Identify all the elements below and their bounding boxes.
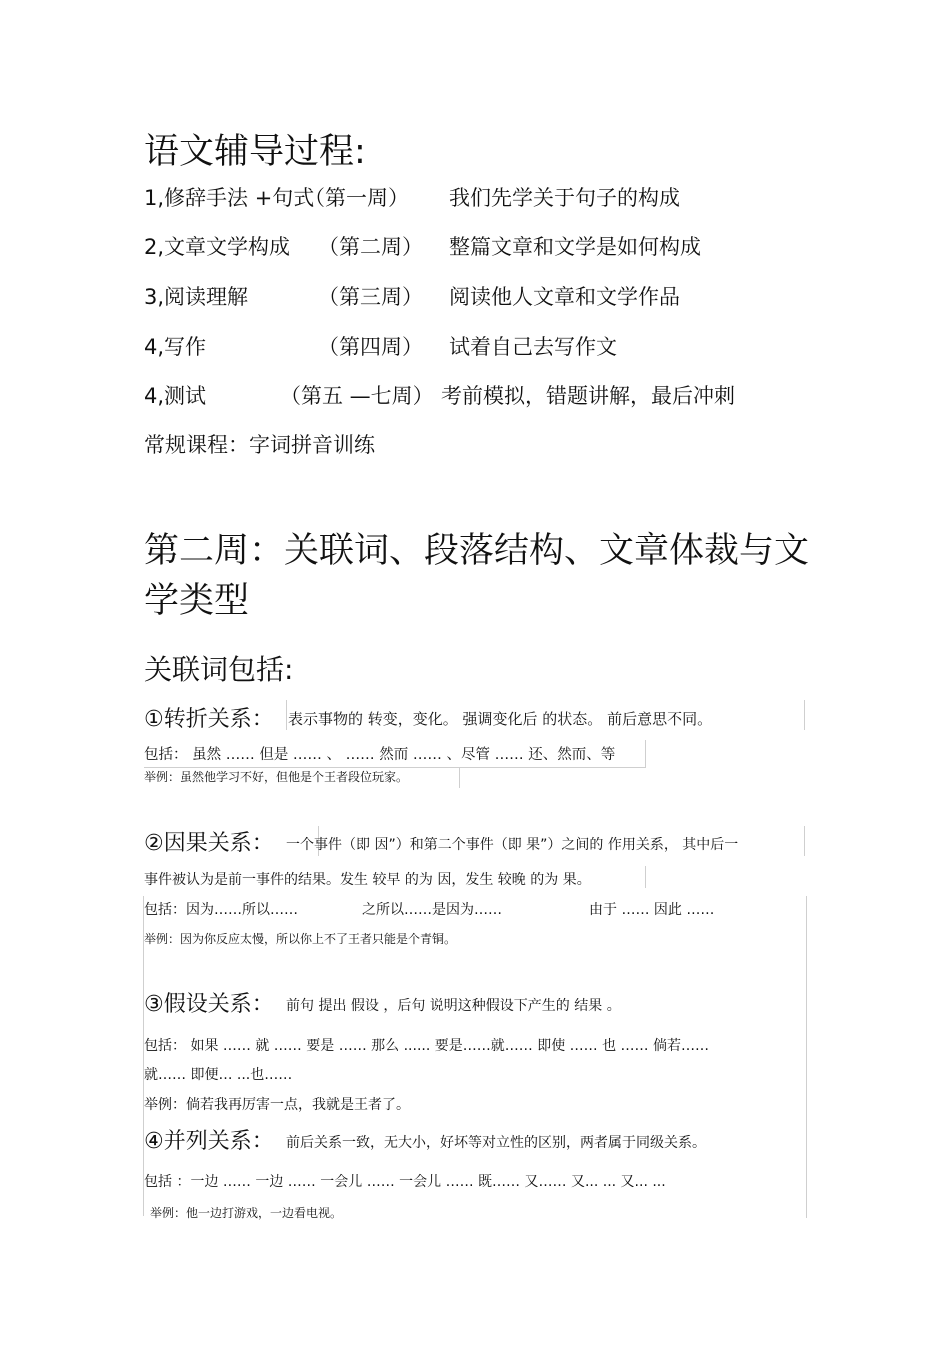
relation-2-title: ②因果关系： bbox=[144, 831, 274, 856]
week2-title-line2: 学类型 bbox=[144, 581, 250, 621]
schedule-week-1: （第一周） bbox=[304, 186, 409, 210]
relation-1-title: ①转折关系： bbox=[144, 707, 274, 732]
table-line bbox=[645, 866, 646, 888]
relation-3-include-1: 包括： 如果 …… 就 …… 要是 …… 那么 ...... 要是……就…… 即使 …… 也 …… 倘若…… bbox=[144, 1038, 710, 1054]
table-line bbox=[645, 740, 646, 768]
schedule-desc-4: 试着自己去写作文 bbox=[449, 335, 617, 359]
relation-2-example: 举例：因为你反应太慢，所以你上不了王者只能是个青铜。 bbox=[144, 932, 457, 946]
relation-2-include-b: 之所以……是因为…… bbox=[362, 902, 502, 918]
relation-4-include: 包括 ：一边 …… 一边 …… 一会儿 …… 一会儿 …… 既…… 又…… 又... ... 又... ... bbox=[144, 1174, 666, 1190]
schedule-topic-1: 1,修辞手法 +句式 bbox=[144, 186, 315, 210]
schedule-desc-2: 整篇文章和文学是如何构成 bbox=[449, 235, 701, 259]
relation-1-desc: 表示事物的 转变，变化。 强调变化后 的状态。 前后意思不同。 bbox=[288, 710, 713, 728]
schedule-topic-4: 4,写作 bbox=[144, 335, 207, 359]
connectives-heading: 关联词包括: bbox=[144, 653, 294, 686]
relation-1-include: 包括： 虽然 …… 但是 …… 、 …… 然而 …… 、尽管 …… 还、然而、等 bbox=[144, 747, 616, 763]
schedule-week-5: （第五 —七周） bbox=[280, 384, 434, 408]
table-line bbox=[459, 768, 460, 788]
schedule-desc-5: 考前模拟，错题讲解，最后冲刺 bbox=[441, 384, 735, 408]
table-line bbox=[804, 826, 805, 856]
relation-3-include-2: 就…… 即便… ...也…… bbox=[144, 1067, 293, 1083]
relation-2-include-c: 由于 …… 因此 …… bbox=[589, 902, 715, 918]
table-line bbox=[806, 896, 807, 1218]
table-line bbox=[286, 700, 287, 730]
schedule-week-3: （第三周） bbox=[318, 285, 423, 309]
schedule-week-2: （第二周） bbox=[318, 235, 423, 259]
relation-2-desc2: 事件被认为是前一事件的结果。发生 较早 的为 因，发生 较晚 的为 果。 bbox=[144, 872, 591, 888]
relation-2-desc: 一个事件（即 因”）和第二个事件（即 果”）之间的 作用关系， 其中后一 bbox=[286, 837, 739, 853]
regular-course: 常规课程：字词拼音训练 bbox=[144, 433, 375, 457]
relation-3-desc: 前句 提出 假设 ，后句 说明这种假设下产生的 结果 。 bbox=[286, 998, 621, 1014]
relation-1-example: 举例：虽然他学习不好，但他是个王者段位玩家。 bbox=[144, 770, 409, 784]
table-line bbox=[804, 700, 805, 730]
schedule-desc-3: 阅读他人文章和文学作品 bbox=[449, 285, 680, 309]
schedule-desc-1: 我们先学关于句子的构成 bbox=[449, 186, 680, 210]
relation-3-title: ③假设关系： bbox=[144, 992, 274, 1017]
schedule-week-4: （第四周） bbox=[318, 335, 423, 359]
relation-2-include-a: 包括：因为……所以…… bbox=[144, 902, 298, 918]
schedule-topic-2: 2,文章文学构成 bbox=[144, 235, 291, 259]
relation-3-example: 举例：倘若我再厉害一点，我就是王者了。 bbox=[144, 1097, 410, 1113]
page-title: 语文辅导过程: bbox=[144, 132, 366, 172]
relation-4-desc: 前后关系一致，无大小，好坏等对立性的区别，两者属于同级关系。 bbox=[286, 1135, 706, 1151]
schedule-topic-3: 3,阅读理解 bbox=[144, 285, 249, 309]
week2-title-line1: 第二周：关联词、段落结构、文章体裁与文 bbox=[144, 531, 810, 571]
relation-4-title: ④并列关系： bbox=[144, 1129, 274, 1154]
relation-4-example: 举例：他一边打游戏，一边看电视。 bbox=[150, 1206, 343, 1220]
schedule-topic-5: 4,测试 bbox=[144, 384, 207, 408]
